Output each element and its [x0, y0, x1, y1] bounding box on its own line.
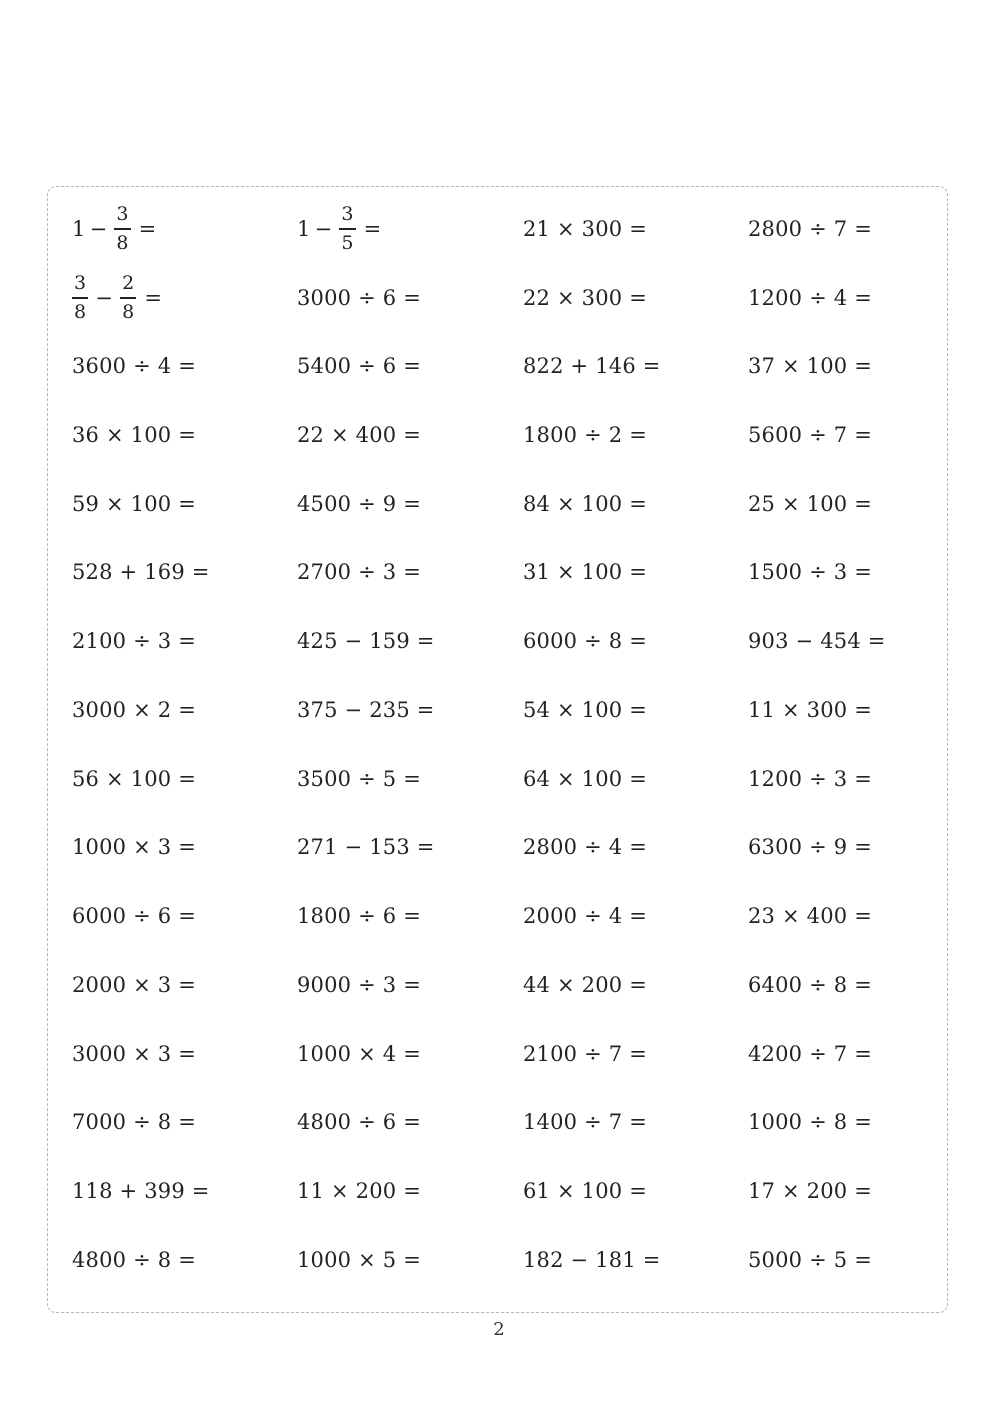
fraction — [114, 205, 130, 252]
problem-r16-c3: 182 − 181 = — [523, 1248, 661, 1272]
fraction — [339, 205, 355, 252]
problem-r14-c4: 1000 ÷ 8 = — [748, 1110, 873, 1134]
problem-r9-c2: 3500 ÷ 5 = — [297, 767, 422, 791]
problem-r9-c3: 64 × 100 = — [523, 767, 648, 791]
problem-r1-c3: 21 × 300 = — [523, 217, 648, 241]
fraction — [120, 274, 136, 321]
problem-r14-c3: 1400 ÷ 7 = — [523, 1110, 648, 1134]
whole-number: 1 — [297, 216, 311, 241]
problem-r6-c3: 31 × 100 = — [523, 560, 648, 584]
problem-r6-c4: 1500 ÷ 3 = — [748, 560, 873, 584]
problem-r7-c1: 2100 ÷ 3 = — [72, 629, 197, 653]
problem-r12-c1: 2000 × 3 = — [72, 973, 197, 997]
problem-r1-c1 — [72, 196, 156, 262]
problem-r4-c1: 36 × 100 = — [72, 423, 197, 447]
problem-r12-c3: 44 × 200 = — [523, 973, 648, 997]
equals-sign: = — [144, 285, 163, 310]
problem-r2-c4: 1200 ÷ 4 = — [748, 286, 873, 310]
fraction-denominator: 8 — [74, 300, 87, 323]
fraction-denominator: 8 — [122, 300, 135, 323]
problem-r13-c2: 1000 × 4 = — [297, 1042, 422, 1066]
problem-r3-c2: 5400 ÷ 6 = — [297, 354, 422, 378]
problem-r8-c1: 3000 × 2 = — [72, 698, 197, 722]
fraction-expression — [72, 274, 162, 321]
fraction-expression — [72, 205, 156, 252]
problem-r8-c2: 375 − 235 = — [297, 698, 435, 722]
fraction-numerator: 3 — [116, 203, 129, 226]
problem-r16-c2: 1000 × 5 = — [297, 1248, 422, 1272]
problem-r6-c1: 528 + 169 = — [72, 560, 210, 584]
whole-number: 1 — [72, 216, 86, 241]
fraction-denominator: 8 — [116, 231, 129, 254]
problem-r2-c2: 3000 ÷ 6 = — [297, 286, 422, 310]
fraction-denominator: 5 — [341, 231, 354, 254]
problem-r5-c4: 25 × 100 = — [748, 492, 873, 516]
problem-r13-c1: 3000 × 3 = — [72, 1042, 197, 1066]
fraction — [72, 274, 88, 321]
minus-operator: − — [89, 216, 108, 241]
problem-r4-c2: 22 × 400 = — [297, 423, 422, 447]
problem-r3-c4: 37 × 100 = — [748, 354, 873, 378]
problem-r11-c4: 23 × 400 = — [748, 904, 873, 928]
problem-r10-c2: 271 − 153 = — [297, 835, 435, 859]
equals-sign: = — [363, 216, 382, 241]
problem-r15-c2: 11 × 200 = — [297, 1179, 422, 1203]
problem-r5-c1: 59 × 100 = — [72, 492, 197, 516]
problem-r14-c2: 4800 ÷ 6 = — [297, 1110, 422, 1134]
problem-r8-c3: 54 × 100 = — [523, 698, 648, 722]
problem-r10-c1: 1000 × 3 = — [72, 835, 197, 859]
problem-r6-c2: 2700 ÷ 3 = — [297, 560, 422, 584]
problem-r11-c1: 6000 ÷ 6 = — [72, 904, 197, 928]
fraction-numerator: 2 — [122, 272, 135, 295]
problem-r15-c3: 61 × 100 = — [523, 1179, 648, 1203]
page-number: 2 — [493, 1319, 505, 1340]
problem-r1-c2 — [297, 196, 381, 262]
problem-r13-c3: 2100 ÷ 7 = — [523, 1042, 648, 1066]
problem-r5-c2: 4500 ÷ 9 = — [297, 492, 422, 516]
problem-r7-c4: 903 − 454 = — [748, 629, 886, 653]
problem-r9-c1: 56 × 100 = — [72, 767, 197, 791]
problem-r4-c4: 5600 ÷ 7 = — [748, 423, 873, 447]
problem-r7-c2: 425 − 159 = — [297, 629, 435, 653]
problem-r15-c1: 118 + 399 = — [72, 1179, 210, 1203]
equals-sign: = — [138, 216, 157, 241]
problem-r11-c3: 2000 ÷ 4 = — [523, 904, 648, 928]
fraction-numerator: 3 — [74, 272, 87, 295]
problem-r10-c3: 2800 ÷ 4 = — [523, 835, 648, 859]
problem-r2-c3: 22 × 300 = — [523, 286, 648, 310]
problem-r4-c3: 1800 ÷ 2 = — [523, 423, 648, 447]
fraction-expression — [297, 205, 381, 252]
problem-r9-c4: 1200 ÷ 3 = — [748, 767, 873, 791]
problem-r8-c4: 11 × 300 = — [748, 698, 873, 722]
problem-r14-c1: 7000 ÷ 8 = — [72, 1110, 197, 1134]
problem-r16-c4: 5000 ÷ 5 = — [748, 1248, 873, 1272]
problem-r5-c3: 84 × 100 = — [523, 492, 648, 516]
problem-r11-c2: 1800 ÷ 6 = — [297, 904, 422, 928]
problem-r3-c1: 3600 ÷ 4 = — [72, 354, 197, 378]
problem-r16-c1: 4800 ÷ 8 = — [72, 1248, 197, 1272]
problem-r7-c3: 6000 ÷ 8 = — [523, 629, 648, 653]
problem-r1-c4: 2800 ÷ 7 = — [748, 217, 873, 241]
problem-r15-c4: 17 × 200 = — [748, 1179, 873, 1203]
problem-r12-c4: 6400 ÷ 8 = — [748, 973, 873, 997]
fraction-numerator: 3 — [341, 203, 354, 226]
minus-operator: − — [314, 216, 333, 241]
problem-r12-c2: 9000 ÷ 3 = — [297, 973, 422, 997]
problem-r2-c1 — [72, 265, 162, 331]
minus-operator: − — [95, 285, 114, 310]
problem-r10-c4: 6300 ÷ 9 = — [748, 835, 873, 859]
problem-r13-c4: 4200 ÷ 7 = — [748, 1042, 873, 1066]
problem-r3-c3: 822 + 146 = — [523, 354, 661, 378]
